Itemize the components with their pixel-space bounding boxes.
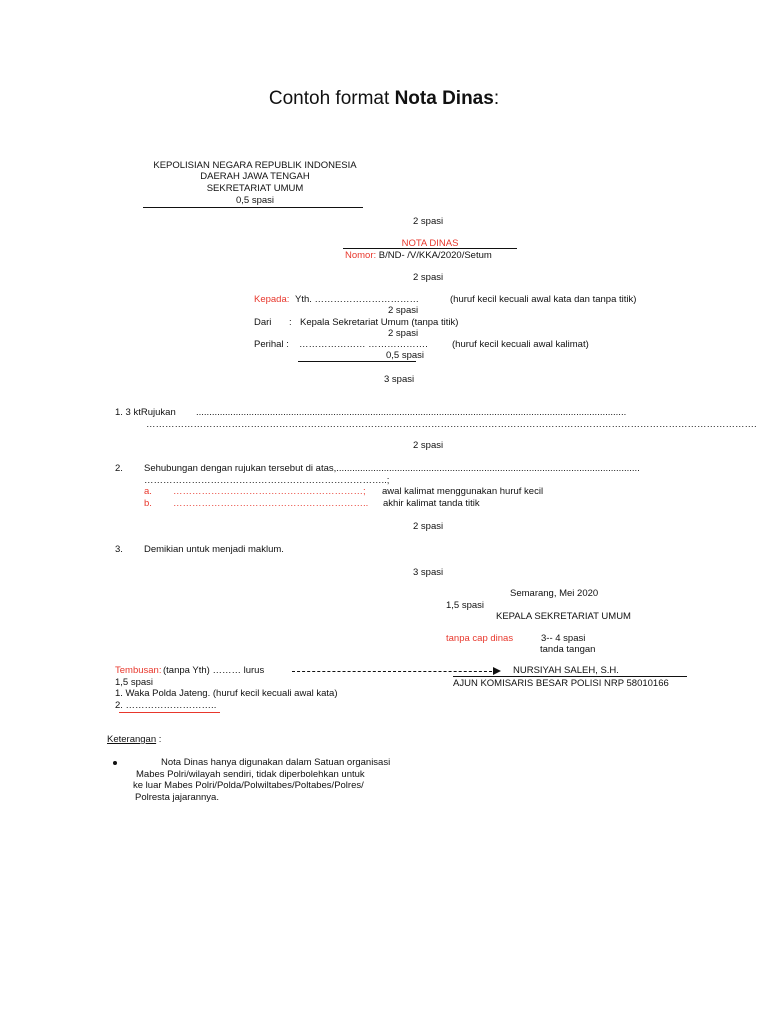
address-gap-1: 2 spasi [388, 305, 419, 316]
keterangan-line-3: ke luar Mabes Polri/Polda/Polwiltabes/Poltabes/Polres/ [133, 780, 364, 791]
spacing-label: 3 spasi [413, 567, 444, 578]
address-gap-2: 2 spasi [388, 328, 419, 339]
keterangan-label: Keterangan [107, 734, 157, 745]
page-title [0, 88, 768, 110]
tembusan-item-1: 1. Waka Polda Jateng. (huruf kecil kecuali awal kata) [115, 688, 338, 699]
arrow-right-icon [493, 667, 501, 675]
signature-label: tanda tangan [540, 644, 596, 655]
keterangan-heading [107, 734, 161, 745]
signatory-name: NURSIYAH SALEH, S.H. [513, 665, 619, 676]
sub-b-label: b. [144, 498, 152, 509]
header-line-3: SEKRETARIAT UMUM [206, 183, 304, 194]
keterangan-colon: : [156, 734, 162, 745]
sub-b-dots: …………………………………………………….. [173, 498, 369, 509]
tembusan-item-2: 2. ……………………….. [115, 700, 217, 711]
dari-colon: : [289, 317, 292, 328]
spacing-label: 2 spasi [413, 272, 444, 283]
place-date: Semarang, Mei 2020 [510, 588, 599, 599]
sub-b-note: akhir kalimat tanda titik [383, 498, 480, 509]
p2-line-2: …………………………………………………………………..; [144, 475, 390, 486]
nomor-label: Nomor: [345, 250, 377, 261]
nota-number [345, 250, 492, 261]
title-prefix: Contoh format [268, 88, 395, 109]
nota-heading: NOTA DINAS [401, 238, 459, 249]
perihal-value: ………………… ………………. [299, 339, 428, 350]
tembusan-underline [119, 712, 220, 713]
title-suffix: : [493, 88, 500, 109]
kepada-label: Kepada: [254, 294, 290, 305]
address-gap-3: 0,5 spasi [386, 350, 425, 361]
keterangan-line-4: Polresta jajarannya. [135, 792, 219, 803]
header-spacing: 0,5 spasi [235, 195, 275, 206]
sub-a-note: awal kalimat menggunakan huruf kecil [382, 486, 544, 497]
header-line-1: KEPOLISIAN NEGARA REPUBLIK INDONESIA [153, 160, 357, 171]
p1-line-2: …………………………………………………………………………………………………………………………………………………………………………. [146, 419, 757, 430]
kepada-value: Yth. …………………………… [295, 294, 420, 305]
address-underline [298, 361, 416, 362]
p1-label: 1. 3 ktRujukan [115, 407, 176, 418]
kepada-note: (huruf kecil kecuali awal kata dan tanpa titik) [450, 294, 637, 305]
p1-line-1: ................................................................................................................................................................... [196, 407, 627, 418]
dari-label: Dari [254, 317, 272, 328]
keterangan-line-1: Nota Dinas hanya digunakan dalam Satuan organisasi [161, 757, 391, 768]
signature-spacing: 3-- 4 spasi [541, 633, 586, 644]
perihal-note: (huruf kecil kecuali awal kalimat) [452, 339, 589, 350]
keterangan-line-2: Mabes Polri/wilayah sendiri, tidak diperbolehkan untuk [136, 769, 365, 780]
spacing-label: 2 spasi [413, 440, 444, 451]
p3-number: 3. [115, 544, 123, 555]
p2-text: Sehubungan dengan rujukan tersebut di atas,................................................................................................................... [144, 463, 640, 474]
signatory-rank: AJUN KOMISARIS BESAR POLISI NRP 58010166 [453, 678, 669, 689]
tembusan-gap: 1,5 spasi [115, 677, 154, 688]
signature-gap: 1,5 spasi [446, 600, 485, 611]
bullet-icon [113, 761, 117, 765]
signature-position: KEPALA SEKRETARIAT UMUM [496, 611, 631, 622]
p2-number: 2. [115, 463, 123, 474]
header-line-2: DAERAH JAWA TENGAH [200, 171, 310, 182]
dari-value: Kepala Sekretariat Umum (tanpa titik) [300, 317, 459, 328]
p3-text: Demikian untuk menjadi maklum. [144, 544, 284, 555]
spacing-label: 2 spasi [413, 521, 444, 532]
nota-underline [343, 248, 517, 249]
name-underline [453, 676, 687, 677]
sub-a-label: a. [144, 486, 152, 497]
title-bold: Nota Dinas [394, 88, 494, 109]
header-underline [143, 207, 363, 208]
tembusan-note: (tanpa Yth) ……… lurus [163, 665, 265, 676]
spacing-label: 3 spasi [384, 374, 415, 385]
nomor-value: B/ND- /V/KKA/2020/Setum [376, 250, 492, 261]
dashed-line [292, 671, 492, 672]
no-stamp-note: tanpa cap dinas [446, 633, 514, 644]
tembusan-label: Tembusan: [115, 665, 162, 676]
sub-a-dots: ……………………………………………………; [173, 486, 366, 497]
spacing-label: 2 spasi [413, 216, 444, 227]
perihal-label: Perihal : [254, 339, 289, 350]
